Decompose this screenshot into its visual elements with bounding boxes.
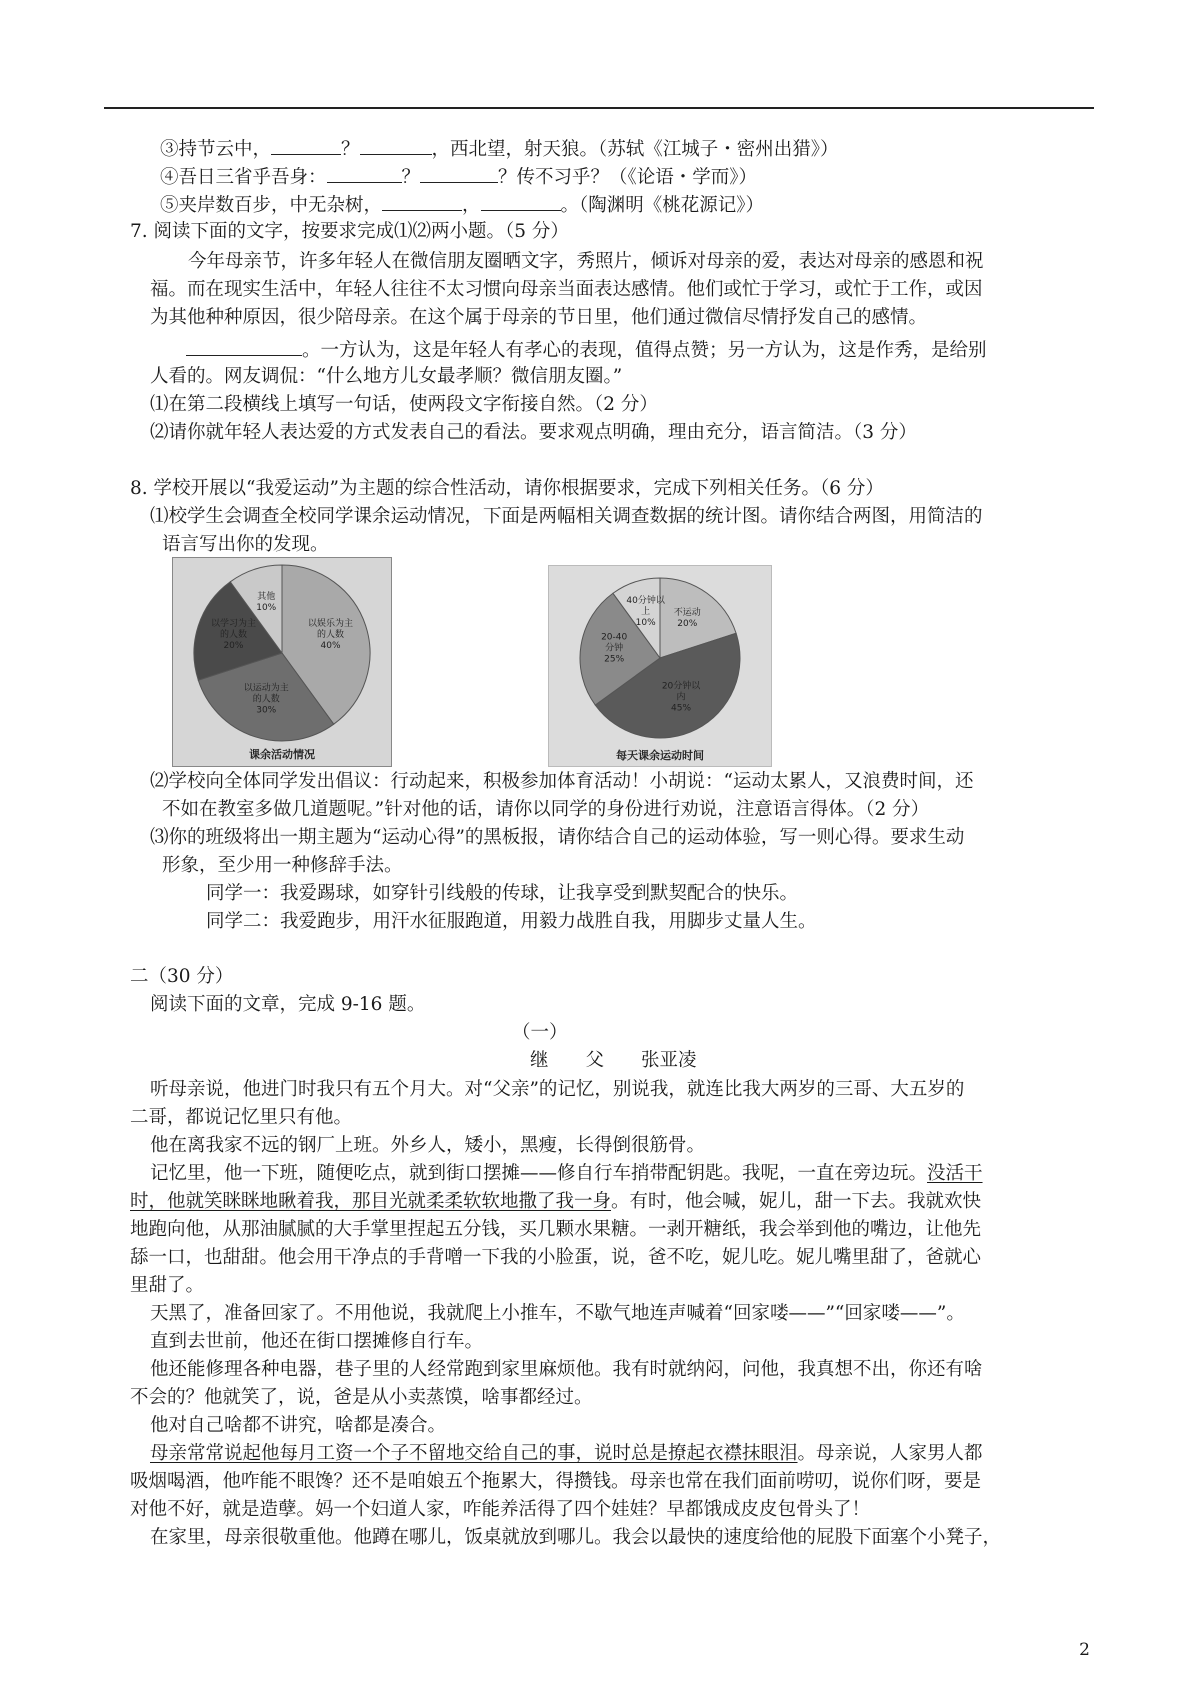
q7-title: 7. 阅读下面的文字，按要求完成⑴⑵两小题。（5 分） (130, 221, 569, 242)
answer-blank[interactable] (327, 162, 402, 183)
answer-blank[interactable] (271, 134, 341, 155)
paragraph-line: 天黑了，准备回家了。不用他说，我就爬上小推车，不歇气地连声喊着“回家喽——”“回家喽——”。 (150, 1303, 965, 1324)
paragraph-line: 为其他种种原因，很少陪母亲。在这个属于母亲的节日里，他们通过微信尽情抒发自己的感情。 (150, 307, 928, 328)
q7-sub1: ⑴在第二段横线上填写一句话，使两段文字衔接自然。（2 分） (150, 394, 658, 415)
q7-sub2: ⑵请你就年轻人表达爱的方式发表自己的看法。要求观点明确，理由充分，语言简洁。（3 分） (150, 422, 917, 443)
paragraph-line: 地跑向他，从那油腻腻的大手掌里捏起五分钱，买几颗水果糖。一剥开糖纸，我会举到他的嘴边，让他先 (130, 1219, 982, 1240)
slice-label: 以学习为主的人数 20% (210, 619, 256, 652)
slice-label: 20-40 分钟 25% (601, 632, 628, 665)
paragraph-line: 人看的。网友调侃：“什么地方儿女最孝顺？微信朋友圈。” (150, 366, 623, 387)
answer-blank[interactable] (186, 335, 302, 356)
q7-p2-line1: 。一方认为，这是年轻人有孝心的表现，值得点赞；另一方认为，这是作秀，是给别 (186, 335, 987, 365)
slice-label: 以运动为主的人数 30% (243, 683, 289, 716)
paragraph-line: 记忆里，他一下班，随便吃点，就到街口摆摊——修自行车捎带配钥匙。我呢，一直在旁边玩。没活干 (150, 1163, 983, 1184)
answer-blank[interactable] (481, 190, 561, 211)
slice-label: 其他 10% (256, 591, 277, 613)
answer-blank[interactable] (420, 162, 498, 183)
paragraph-line: 他在离我家不远的钢厂上班。外乡人，矮小，黑瘦，长得倒很筋骨。 (150, 1135, 706, 1156)
q8-sub3-line2: 形象，至少用一种修辞手法。 (162, 855, 403, 876)
pie-chart-activity-svg (173, 558, 391, 766)
chart-title: 每天课余运动时间 (616, 749, 704, 762)
q8-sub3-line1: ⑶你的班级将出一期主题为“运动心得”的黑板报，请你结合自己的运动体验，写一则心得。要求生动 (150, 827, 965, 848)
paragraph-line: 在家里，母亲很敬重他。他蹲在哪儿，饭桌就放到哪儿。我会以最快的速度给他的屁股下面塞个小凳子， (150, 1527, 1002, 1548)
section-intro: 阅读下面的文章，完成 9-16 题。 (150, 994, 426, 1015)
paragraph-line: 舔一口，也甜甜。他会用干净点的手背噌一下我的小脸蛋，说，爸不吃，妮儿吃。妮儿嘴里甜了，爸就心 (130, 1247, 982, 1268)
underlined-sentence: 时，他就笑眯眯地瞅着我，那目光就柔柔软软地撒了我一身 (130, 1191, 612, 1212)
paragraph-line: 不会的？他就笑了，说，爸是从小卖蒸馍，啥事都经过。 (130, 1387, 593, 1408)
answer-blank[interactable] (360, 134, 432, 155)
pie-chart-activity (172, 557, 392, 767)
q8-example-1: 同学一：我爱踢球，如穿针引线般的传球，让我享受到默契配合的快乐。 (206, 883, 799, 904)
q8-sub1-line1: ⑴校学生会调查全校同学课余运动情况，下面是两幅相关调查数据的统计图。请你结合两图，用简洁的 (150, 506, 983, 527)
paragraph-line: 直到去世前，他还在街口摆摊修自行车。 (150, 1331, 484, 1352)
q6-item-5: ⑤夹岸数百步，中无杂树， ， 。（陶渊明《桃花源记》） (160, 190, 764, 220)
paragraph-line: 对他不好，就是造孽。妈一个妇道人家，咋能养活得了四个娃娃？早都饿成皮皮包骨头了！ (130, 1499, 871, 1520)
header-rule (104, 107, 1094, 109)
q6-item-3: ③持节云中， ？ ，西北望，射天狼。（苏轼《江城子・密州出猎》） (160, 134, 839, 164)
q8-example-2: 同学二：我爱跑步，用汗水征服跑道，用毅力战胜自我，用脚步丈量人生。 (206, 911, 817, 932)
paragraph-line: 今年母亲节，许多年轻人在微信朋友圈晒文字，秀照片，倾诉对母亲的爱，表达对母亲的感恩和祝 (188, 251, 984, 272)
q8-title: 8. 学校开展以“我爱运动”为主题的综合性活动，请你根据要求，完成下列相关任务。（6 分） (130, 478, 884, 499)
chart-title: 课余活动情况 (249, 748, 315, 761)
q8-sub2-line1: ⑵学校向全体同学发出倡议：行动起来，积极参加体育活动！小胡说：“运动太累人，又浪费时间，还 (150, 771, 974, 792)
paragraph-line: 他对自己啥都不讲究，啥都是凑合。 (150, 1415, 447, 1436)
slice-label: 20分钟以内 45% (661, 681, 701, 714)
paragraph-line: 母亲常常说起他每月工资一个子不留地交给自己的事，说时总是撩起衣襟抹眼泪。母亲说，人家男人都 (150, 1443, 983, 1464)
paragraph-line: 听母亲说，他进门时我只有五个月大。对“父亲”的记忆，别说我，就连比我大两岁的三哥、大五岁的 (150, 1079, 965, 1100)
pie-chart-exercise-time (548, 565, 772, 767)
q8-sub2-line2: 不如在教室多做几道题呢。”针对他的话，请你以同学的身份进行劝说，注意语言得体。（2 分） (162, 799, 930, 820)
part-number: （一） (512, 1022, 568, 1043)
paragraph-line: 福。而在现实生活中，年轻人往往不太习惯向母亲当面表达感情。他们或忙于学习，或忙于工作，或因 (150, 279, 983, 300)
slice-label: 以娱乐为主的人数 40% (308, 619, 354, 652)
underlined-sentence: 没活干 (927, 1163, 983, 1184)
answer-blank[interactable] (382, 190, 462, 211)
pie-chart-exercise-time-svg (549, 566, 771, 766)
paragraph-line: 吸烟喝酒，他咋能不眼馋？还不是咱娘五个拖累大，得攒钱。母亲也常在我们面前唠叨，说你们呀，要是 (130, 1471, 982, 1492)
q8-sub1-line2: 语言写出你的发现。 (162, 534, 329, 555)
slice-label: 40分钟以上 10% (626, 595, 665, 628)
article-title: 继 父 张亚凌 (530, 1050, 697, 1071)
paragraph-line: 二哥，都说记忆里只有他。 (130, 1107, 353, 1128)
section-heading: 二（30 分） (130, 966, 234, 987)
paragraph-line: 时，他就笑眯眯地瞅着我，那目光就柔柔软软地撒了我一身。有时，他会喊，妮儿，甜一下去。我就欢快 (130, 1191, 982, 1212)
page-number: 2 (1079, 1640, 1090, 1660)
underlined-sentence: 母亲常常说起他每月工资一个子不留地交给自己的事，说时总是撩起衣襟抹眼泪 (150, 1443, 798, 1464)
q6-item-4: ④吾日三省乎吾身： ？ ？传不习乎？（《论语・学而》） (160, 162, 757, 192)
slice-label: 不运动 20% (673, 607, 701, 629)
paragraph-line: 他还能修理各种电器，巷子里的人经常跑到家里麻烦他。我有时就纳闷，问他，我真想不出，你还有啥 (150, 1359, 983, 1380)
paragraph-line: 里甜了。 (130, 1275, 205, 1296)
